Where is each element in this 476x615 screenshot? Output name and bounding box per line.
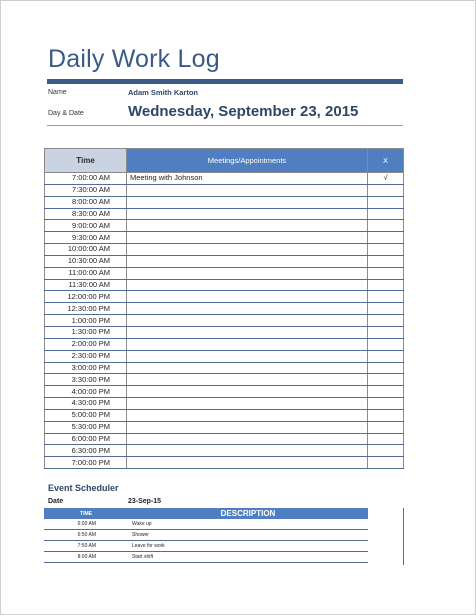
log-done-cell[interactable] bbox=[368, 362, 404, 374]
log-time-cell: 5:00:00 PM bbox=[45, 409, 127, 421]
log-time-cell: 2:00:00 PM bbox=[45, 338, 127, 350]
log-time-cell: 9:00:00 AM bbox=[45, 220, 127, 232]
log-meeting-cell[interactable] bbox=[127, 386, 368, 398]
log-done-cell[interactable] bbox=[368, 220, 404, 232]
log-meeting-cell[interactable] bbox=[127, 398, 368, 410]
event-scheduler-body bbox=[44, 519, 368, 563]
log-time-cell: 7:00:00 PM bbox=[45, 457, 127, 469]
log-time-cell: 6:00:00 PM bbox=[45, 433, 127, 445]
log-row bbox=[45, 279, 404, 291]
time-column-header: Time bbox=[45, 149, 127, 173]
log-done-cell[interactable] bbox=[368, 303, 404, 315]
work-log-header-row bbox=[45, 149, 404, 173]
log-row bbox=[45, 208, 404, 220]
title-underline bbox=[47, 79, 403, 84]
log-row bbox=[45, 184, 404, 196]
log-done-cell[interactable] bbox=[368, 184, 404, 196]
name-value: Adam Smith Karton bbox=[128, 88, 199, 97]
log-meeting-cell[interactable] bbox=[127, 433, 368, 445]
log-done-cell[interactable] bbox=[368, 409, 404, 421]
log-time-cell: 3:00:00 PM bbox=[45, 362, 127, 374]
log-done-cell[interactable] bbox=[368, 445, 404, 457]
log-meeting-cell[interactable] bbox=[127, 315, 368, 327]
event-description-cell[interactable]: Start shift bbox=[128, 552, 368, 563]
log-done-cell[interactable] bbox=[368, 279, 404, 291]
page-title: Daily Work Log bbox=[48, 45, 220, 73]
log-meeting-cell[interactable] bbox=[127, 421, 368, 433]
event-scheduler-title: Event Scheduler bbox=[48, 483, 119, 493]
log-time-cell: 11:30:00 AM bbox=[45, 279, 127, 291]
log-row bbox=[45, 232, 404, 244]
header-divider bbox=[47, 125, 403, 126]
log-row bbox=[45, 303, 404, 315]
event-row bbox=[44, 519, 368, 530]
log-meeting-cell[interactable] bbox=[127, 409, 368, 421]
done-column-header: X bbox=[368, 149, 404, 173]
log-time-cell: 5:30:00 PM bbox=[45, 421, 127, 433]
log-done-cell[interactable] bbox=[368, 196, 404, 208]
log-row bbox=[45, 386, 404, 398]
log-row bbox=[45, 244, 404, 256]
event-description-cell[interactable]: Leave for work bbox=[128, 541, 368, 552]
log-time-cell: 8:00:00 AM bbox=[45, 196, 127, 208]
log-time-cell: 4:30:00 PM bbox=[45, 398, 127, 410]
log-meeting-cell[interactable]: Meeting with Johnson bbox=[127, 173, 368, 185]
event-time-cell[interactable]: 7:50 AM bbox=[44, 541, 128, 552]
log-meeting-cell[interactable] bbox=[127, 326, 368, 338]
log-done-cell[interactable] bbox=[368, 326, 404, 338]
log-meeting-cell[interactable] bbox=[127, 196, 368, 208]
log-meeting-cell[interactable] bbox=[127, 445, 368, 457]
event-time-cell[interactable]: 8:00 AM bbox=[44, 552, 128, 563]
log-time-cell: 9:30:00 AM bbox=[45, 232, 127, 244]
event-description-cell[interactable]: Wake up bbox=[128, 519, 368, 530]
log-done-cell[interactable] bbox=[368, 386, 404, 398]
log-row bbox=[45, 457, 404, 469]
log-meeting-cell[interactable] bbox=[127, 232, 368, 244]
work-log-body bbox=[45, 173, 404, 469]
log-done-cell[interactable]: √ bbox=[368, 173, 404, 185]
event-description-header: DESCRIPTION bbox=[128, 508, 368, 519]
log-done-cell[interactable] bbox=[368, 255, 404, 267]
log-row bbox=[45, 409, 404, 421]
log-row bbox=[45, 421, 404, 433]
log-meeting-cell[interactable] bbox=[127, 255, 368, 267]
log-time-cell: 1:00:00 PM bbox=[45, 315, 127, 327]
event-scheduler-table bbox=[44, 508, 368, 563]
log-meeting-cell[interactable] bbox=[127, 220, 368, 232]
log-done-cell[interactable] bbox=[368, 421, 404, 433]
event-date-value: 23-Sep-15 bbox=[128, 498, 162, 505]
log-row bbox=[45, 374, 404, 386]
log-row bbox=[45, 362, 404, 374]
event-time-header: TIME bbox=[44, 508, 128, 519]
log-time-cell: 6:30:00 PM bbox=[45, 445, 127, 457]
log-row bbox=[45, 326, 404, 338]
log-row bbox=[45, 433, 404, 445]
name-label: Name bbox=[48, 89, 67, 96]
date-label: Day & Date bbox=[48, 110, 84, 117]
log-done-cell[interactable] bbox=[368, 267, 404, 279]
log-time-cell: 8:30:00 AM bbox=[45, 208, 127, 220]
log-meeting-cell[interactable] bbox=[127, 184, 368, 196]
work-log-table bbox=[44, 148, 404, 469]
log-time-cell: 7:30:00 AM bbox=[45, 184, 127, 196]
log-done-cell[interactable] bbox=[368, 244, 404, 256]
log-meeting-cell[interactable] bbox=[127, 267, 368, 279]
log-row bbox=[45, 445, 404, 457]
log-meeting-cell[interactable] bbox=[127, 244, 368, 256]
log-done-cell[interactable] bbox=[368, 457, 404, 469]
log-time-cell: 10:00:00 AM bbox=[45, 244, 127, 256]
log-meeting-cell[interactable] bbox=[127, 208, 368, 220]
event-scheduler-border bbox=[403, 508, 404, 565]
log-meeting-cell[interactable] bbox=[127, 374, 368, 386]
log-time-cell: 10:30:00 AM bbox=[45, 255, 127, 267]
log-done-cell[interactable] bbox=[368, 374, 404, 386]
log-done-cell[interactable] bbox=[368, 398, 404, 410]
log-meeting-cell[interactable] bbox=[127, 350, 368, 362]
log-row bbox=[45, 220, 404, 232]
event-row bbox=[44, 541, 368, 552]
log-time-cell: 3:30:00 PM bbox=[45, 374, 127, 386]
log-done-cell[interactable] bbox=[368, 350, 404, 362]
log-row bbox=[45, 196, 404, 208]
log-time-cell: 2:30:00 PM bbox=[45, 350, 127, 362]
log-row bbox=[45, 350, 404, 362]
log-row bbox=[45, 291, 404, 303]
log-row bbox=[45, 267, 404, 279]
log-done-cell[interactable] bbox=[368, 232, 404, 244]
log-done-cell[interactable] bbox=[368, 433, 404, 445]
log-meeting-cell[interactable] bbox=[127, 457, 368, 469]
event-row bbox=[44, 552, 368, 563]
log-row bbox=[45, 398, 404, 410]
event-time-cell[interactable]: 6:00 AM bbox=[44, 519, 128, 530]
log-time-cell: 7:00:00 AM bbox=[45, 173, 127, 185]
log-row bbox=[45, 338, 404, 350]
log-done-cell[interactable] bbox=[368, 338, 404, 350]
log-meeting-cell[interactable] bbox=[127, 362, 368, 374]
event-row bbox=[44, 530, 368, 541]
log-time-cell: 12:30:00 PM bbox=[45, 303, 127, 315]
event-description-cell[interactable]: Shower bbox=[128, 530, 368, 541]
log-done-cell[interactable] bbox=[368, 208, 404, 220]
log-row bbox=[45, 315, 404, 327]
log-meeting-cell[interactable] bbox=[127, 338, 368, 350]
log-time-cell: 4:00:00 PM bbox=[45, 386, 127, 398]
log-done-cell[interactable] bbox=[368, 291, 404, 303]
log-row bbox=[45, 255, 404, 267]
log-time-cell: 12:00:00 PM bbox=[45, 291, 127, 303]
log-meeting-cell[interactable] bbox=[127, 291, 368, 303]
event-header-row bbox=[44, 508, 368, 519]
event-date-label: Date bbox=[48, 498, 64, 505]
log-row bbox=[45, 173, 404, 185]
log-done-cell[interactable] bbox=[368, 315, 404, 327]
log-meeting-cell[interactable] bbox=[127, 303, 368, 315]
log-time-cell: 1:30:00 PM bbox=[45, 326, 127, 338]
log-meeting-cell[interactable] bbox=[127, 279, 368, 291]
log-time-cell: 11:00:00 AM bbox=[45, 267, 127, 279]
event-time-cell[interactable]: 6:50 AM bbox=[44, 530, 128, 541]
date-value: Wednesday, September 23, 2015 bbox=[128, 103, 359, 120]
meetings-column-header: Meetings/Appointments bbox=[127, 149, 368, 173]
